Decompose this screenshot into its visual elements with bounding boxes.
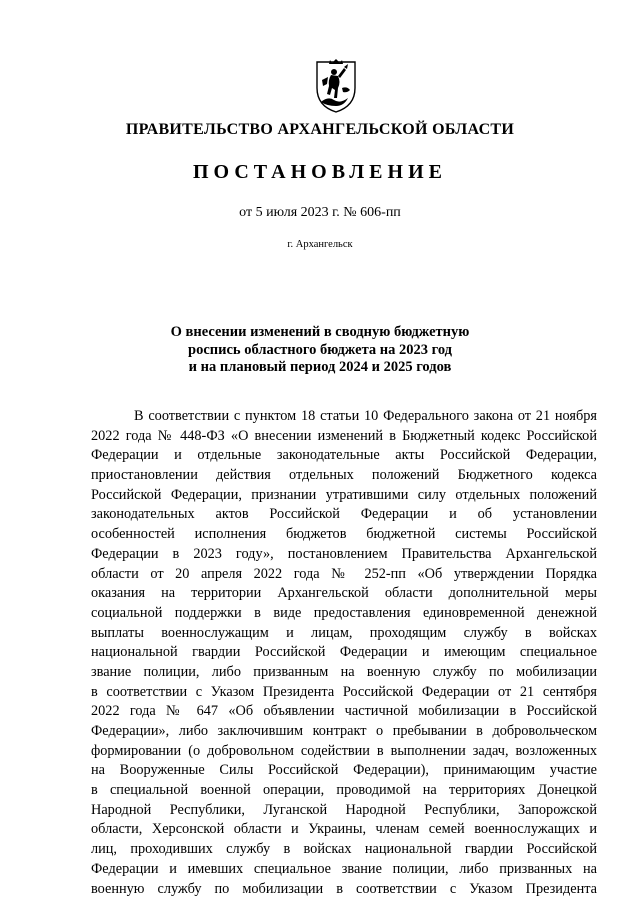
organization-name: ПРАВИТЕЛЬСТВО АРХАНГЕЛЬСКОЙ ОБЛАСТИ: [125, 121, 515, 138]
body-line: 2022 года № 448-ФЗ «О внесении изменений в Бюджетный кодекс Российской: [91, 427, 597, 444]
body-line: Народной Республики, Луганской Народной Республики, Запорожской: [91, 801, 597, 818]
body-paragraph: [91, 407, 597, 899]
body-line: на Вооруженные Силы Российской Федерации), принимающим участие: [91, 762, 597, 779]
body-line: Федерации», либо заключившим контракт о пребывании в добровольческом: [91, 723, 597, 739]
document-date-number: от 5 июля 2023 г. № 606-пп: [239, 205, 401, 220]
body-line: национальной гвардии Российской Федерации и имеющим специальное: [91, 644, 597, 661]
body-line: звание полиции, либо призванным на военную службу по мобилизации: [91, 663, 597, 680]
body-line: приостановлении действия отдельных положений Бюджетного кодекса: [91, 467, 597, 484]
coat-of-arms-icon: [314, 58, 358, 114]
body-line: законодательных актов Российской Федерации и об установлении: [91, 506, 597, 523]
body-line: выплаты военнослужащим и лицам, проходящим службу в войсках: [91, 624, 597, 641]
body-line: лиц, проходивших службу в войсках национальной гвардии Российской: [91, 841, 597, 858]
document-subject: [0, 324, 640, 377]
body-line: формировании (о добровольном содействии в выполнении задач, возложенных: [91, 742, 597, 759]
document-city: г. Архангельск: [287, 239, 353, 250]
body-line: области, Херсонской области и Украины, членам семей военнослужащих и: [91, 821, 597, 838]
body-line: оказания на территории Архангельской области дополнительной меры: [91, 585, 597, 602]
subject-line: роспись областного бюджета на 2023 год: [188, 341, 452, 358]
body-line: Федерации в 2023 году», постановлением Правительства Архангельской: [91, 545, 597, 562]
body-line: 2022 года № 647 «Об объявлении частичной мобилизации в Российской: [91, 703, 597, 720]
body-line: Федерации и имевших специальное звание полиции, либо призванных на: [91, 860, 597, 877]
subject-line: О внесении изменений в сводную бюджетную: [170, 324, 470, 340]
body-line: В соответствии с пунктом 18 статьи 10 Федерального закона от 21 ноября: [134, 408, 597, 424]
subject-line: и на плановый период 2024 и 2025 годов: [188, 359, 452, 375]
body-line: в соответствии с Указом Президента Российской Федерации от 21 сентября: [91, 683, 597, 700]
body-line: Федерации и отдельные законодательные акты Российской Федерации,: [91, 447, 597, 464]
body-line: социальной поддержки в виде предоставления единовременной денежной: [91, 604, 597, 621]
document-type: ПОСТАНОВЛЕНИЕ: [193, 161, 447, 183]
body-line: в специальной военной операции, проводимой на территориях Донецкой: [91, 782, 597, 799]
body-line: военную службу по мобилизации в соответствии с Указом Президента: [91, 880, 597, 897]
body-line: Российской Федерации, признании утратившими силу отдельных положений: [91, 486, 597, 503]
body-line: особенностей исполнения бюджетов бюджетной системы Российской: [91, 526, 597, 543]
body-line: области от 20 апреля 2022 года № 252-пп «Об утверждении Порядка: [91, 565, 597, 582]
